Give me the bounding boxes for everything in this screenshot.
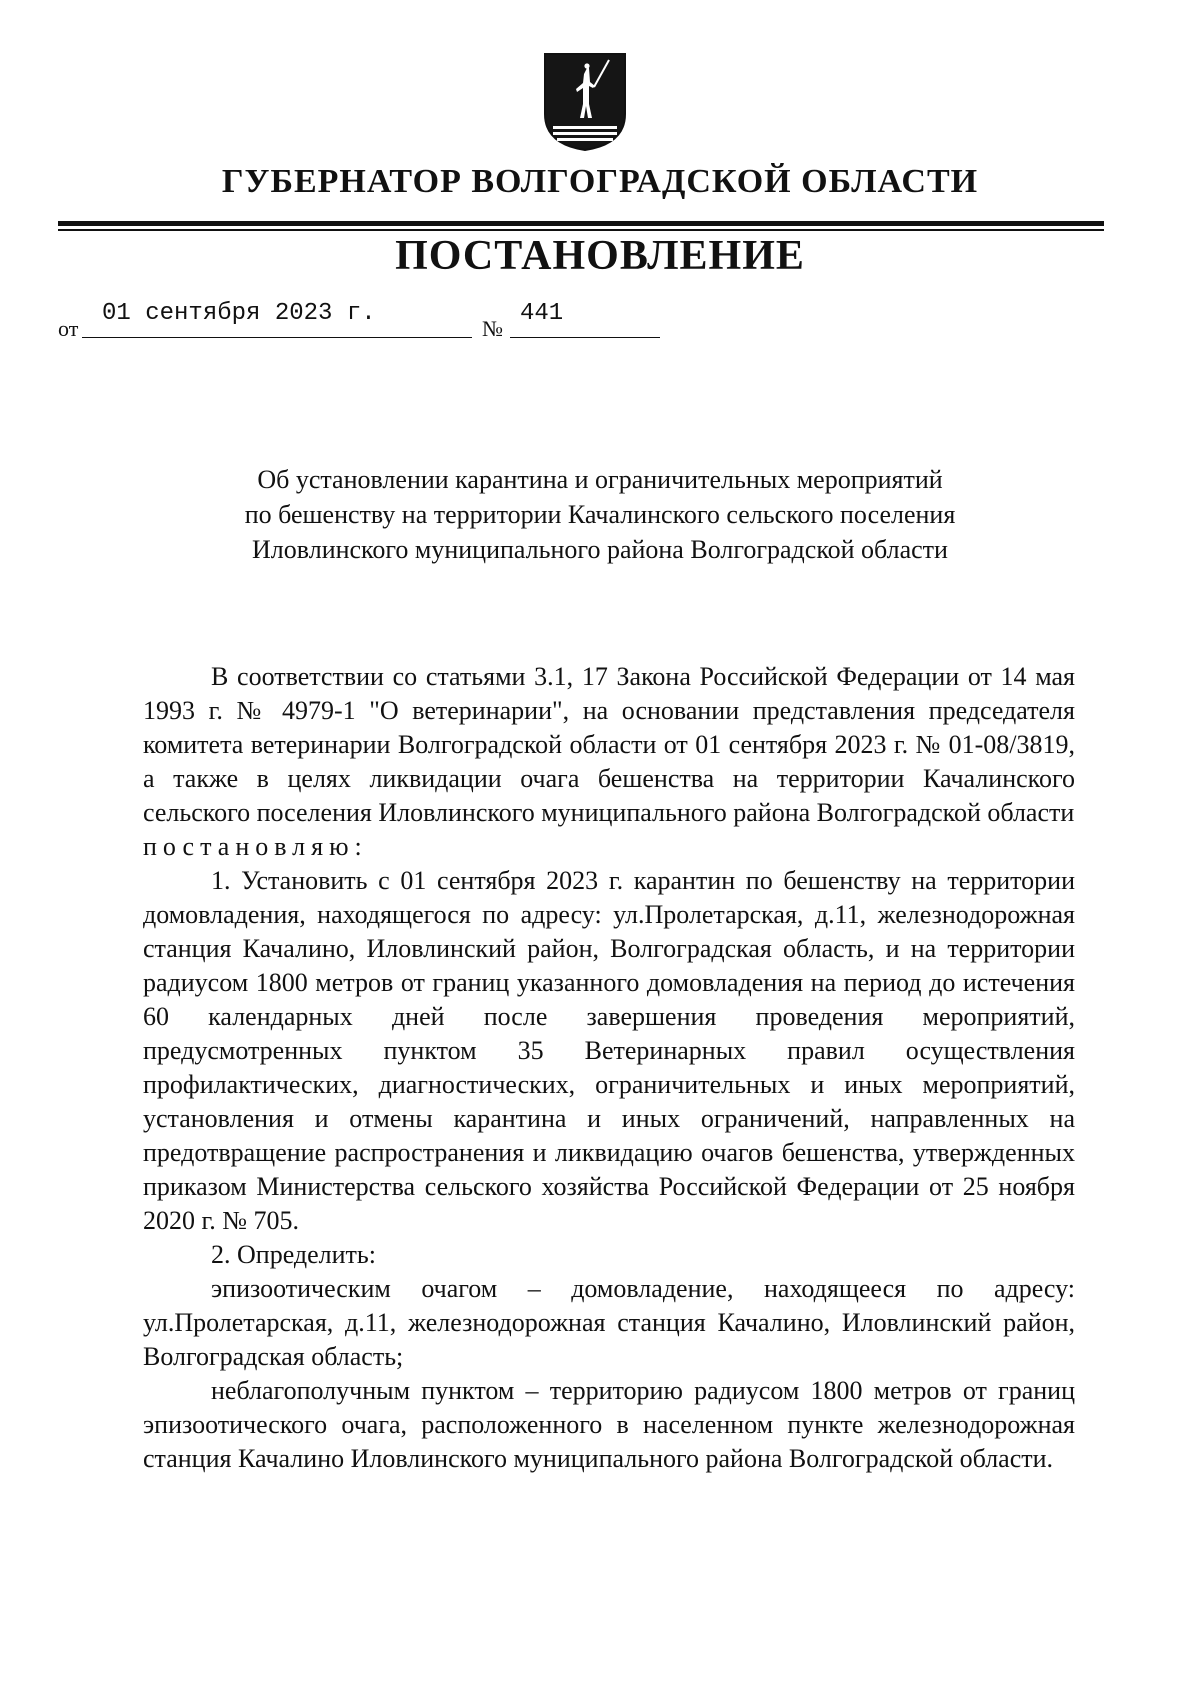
document-body [143,660,1075,1476]
resolve-word [143,830,1075,864]
document-type-title: ПОСТАНОВЛЕНИЕ [395,233,805,279]
document-subject [150,462,1050,567]
subject-line: Иловлинского муниципального района Волгоградской области [252,535,948,564]
volgograd-coat-of-arms-icon [543,52,627,152]
subject-line: Об установлении карантина и ограничительных мероприятий [257,465,943,494]
header-rule-thick [58,221,1104,226]
clause-2-heading: 2. Определить: [211,1240,376,1269]
number-prefix-label: № [482,316,503,341]
clause-2-focus-paragraph: эпизоотическим очагом – домовладение, находящееся по адресу: ул.Пролетарская, д.11, железнодорожная станция Качалино, Иловлинский район, Волгоградская область; [143,1274,1075,1371]
date-prefix-label: от [58,316,79,341]
preamble-paragraph: В соответствии со статьями 3.1, 17 Закона Российской Федерации от 14 мая 1993 г. № 4979-1 "О ветеринарии", на основании представления председателя комитета ветеринарии Волгоградской области от 01 сентября 2023 г. № 01-08/3819, а также в целях ликвидации очага бешенства на территории Качалинского сельского поселения Иловлинского муниципального района Волгоградской области [143,662,1075,827]
clause-1-paragraph: 1. Установить с 01 сентября 2023 г. карантин по бешенству на территории домовладения, находящегося по адресу: ул.Пролетарская, д.11, железнодорожная станция Качалино, Иловлинский район, Волгоградская область, и на территории радиусом 1800 метров от границ указанного домовладения на период до истечения 60 календарных дней после завершения проведения мероприятий, предусмотренных пунктом 35 Ветеринарных правил осуществления профилактических, диагностических, ограничительных и иных мероприятий, установления и отмены карантина и иных ограничений, направленных на предотвращение распространения и ликвидацию очагов бешенства, утвержденных приказом Министерства сельского хозяйства Российской Федерации от 25 ноября 2020 г. № 705. [143,866,1075,1235]
issuer-title: ГУБЕРНАТОР ВОЛГОГРАДСКОЙ ОБЛАСТИ [221,163,979,200]
subject-line: по бешенству на территории Качалинского сельского поселения [244,500,956,529]
resolve-word-text: постановляю: [143,832,368,861]
document-number-value: 441 [510,300,660,338]
clause-2-area-paragraph: неблагополучным пунктом – территорию радиусом 1800 метров от границ эпизоотического очага, расположенного в населенном пункте железнодорожная станция Качалино Иловлинского муниципального района Волгоградской области. [143,1376,1075,1473]
header-rule-thin [58,229,1104,231]
document-meta-line [58,300,618,344]
document-date-value: 01 сентября 2023 г. [82,300,472,338]
